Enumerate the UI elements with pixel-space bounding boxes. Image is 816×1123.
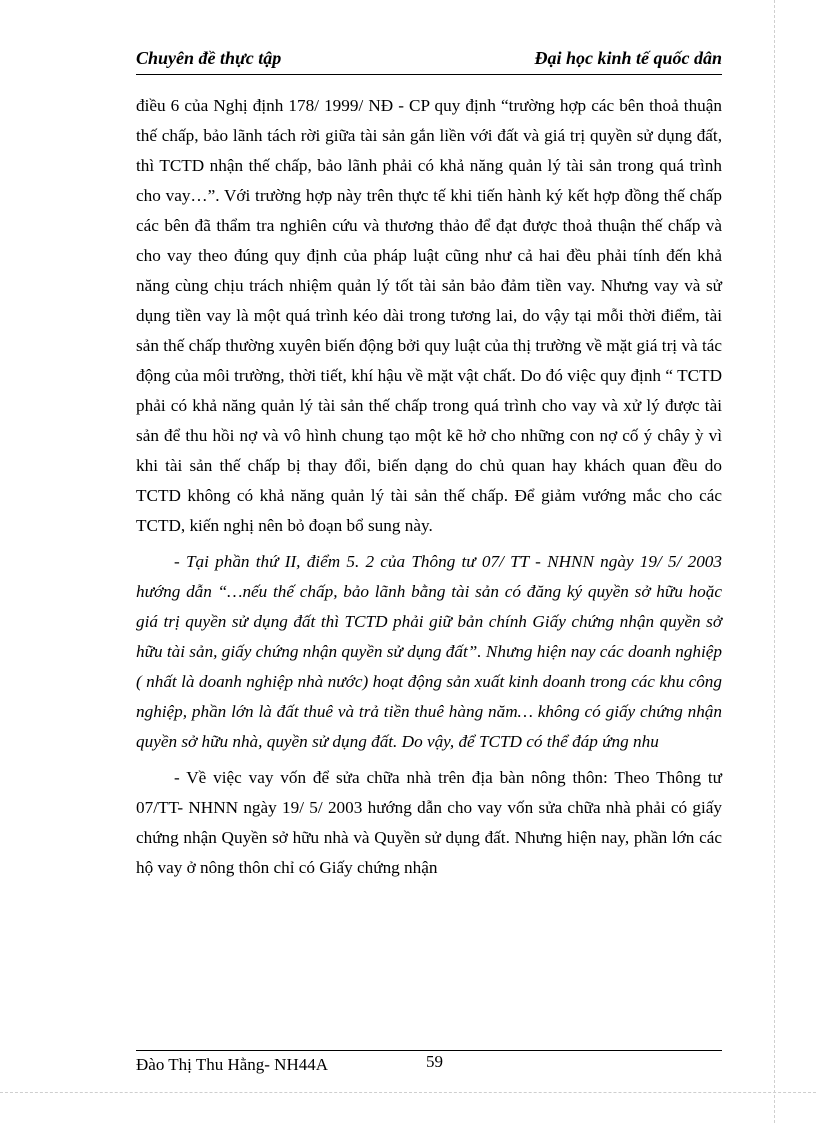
footer-author: Đào Thị Thu Hằng- NH44A bbox=[136, 1055, 329, 1074]
footer-divider bbox=[136, 1050, 722, 1051]
page-margin-guide-vertical bbox=[774, 0, 775, 1123]
page-number: 59 bbox=[426, 1052, 443, 1071]
header-title-left: Chuyên đề thực tập bbox=[136, 48, 282, 68]
header-title-right: Đại học kinh tế quốc dân bbox=[534, 48, 722, 68]
page-header bbox=[136, 46, 722, 75]
page-margin-guide-horizontal bbox=[0, 1092, 816, 1093]
paragraph-italic: - Tại phần thứ II, điểm 5. 2 của Thông tư 07/ TT - NHNN ngày 19/ 5/ 2003 hướng dẫn “…nếu thế chấp, bảo lãnh bằng tài sản có đăng ký quyền sở hữu hoặc giá trị quyền sử dụng đất thì TCTD phải giữ bản chính Giấy chứng nhận quyền sở hữu tài sản, giấy chứng nhận quyền sử dụng đất”. Nhưng hiện nay các doanh nghiệp ( nhất là doanh nghiệp nhà nước) hoạt động sản xuất kinh doanh trong các khu công nghiệp, phần lớn là đất thuê và trả tiền thuê hàng năm… không có giấy chứng nhận quyền sở hữu nhà, quyền sử dụng đất. Do vậy, để TCTD có thể đáp ứng nhu bbox=[136, 552, 723, 751]
paragraph: - Về việc vay vốn để sửa chữa nhà trên địa bàn nông thôn: Theo Thông tư 07/TT- NHNN ngày 19/ 5/ 2003 hướng dẫn cho vay vốn sửa chữa nhà phải có giấy chứng nhận Quyền sở hữu nhà và Quyền sử dụng đất. Nhưng hiện nay, phần lớn các hộ vay ở nông thôn chỉ có Giấy chứng nhận bbox=[136, 768, 722, 877]
document-body bbox=[136, 91, 722, 883]
paragraph: điều 6 của Nghị định 178/ 1999/ NĐ - CP quy định “trường hợp các bên thoả thuận thế chấp, bảo lãnh tách rời giữa tài sản gắn liền với đất và giá trị quyền sử dụng đất, thì TCTD nhận thế chấp, bảo lãnh phải có khả năng quản lý tài sản trong quá trình cho vay…”. Với trường hợp này trên thực tế khi tiến hành ký kết hợp đồng thế chấp các bên đã thẩm tra nghiên cứu và thương thảo để đạt được thoả thuận thế chấp và cho vay theo đúng quy định của pháp luật cũng như cả hai đều phải tính đến khả năng cùng chịu trách nhiệm quản lý tốt tài sản bảo đảm tiền vay. Nhưng vay và sử dụng tiền vay là một quá trình kéo dài trong tương lai, do vậy tại mỗi thời điểm, tài sản thế chấp thường xuyên biến động bởi quy luật của thị trường về mặt giá trị và tác động của môi trường, thời tiết, khí hậu về mặt vật chất. Do đó việc quy định “ TCTD phải có khả năng quản lý tài sản thế chấp trong quá trình cho vay và xử lý được tài sản để thu hồi nợ và vô hình chung tạo một kẽ hở cho những con nợ cố ý chây ỳ vì khi tài sản thế chấp bị thay đổi, biến dạng do chủ quan hay khách quan đều do TCTD không có khả năng quản lý tài sản thế chấp. Để giảm vướng mắc cho các TCTD, kiến nghị nên bỏ đoạn bổ sung này. bbox=[136, 96, 722, 535]
